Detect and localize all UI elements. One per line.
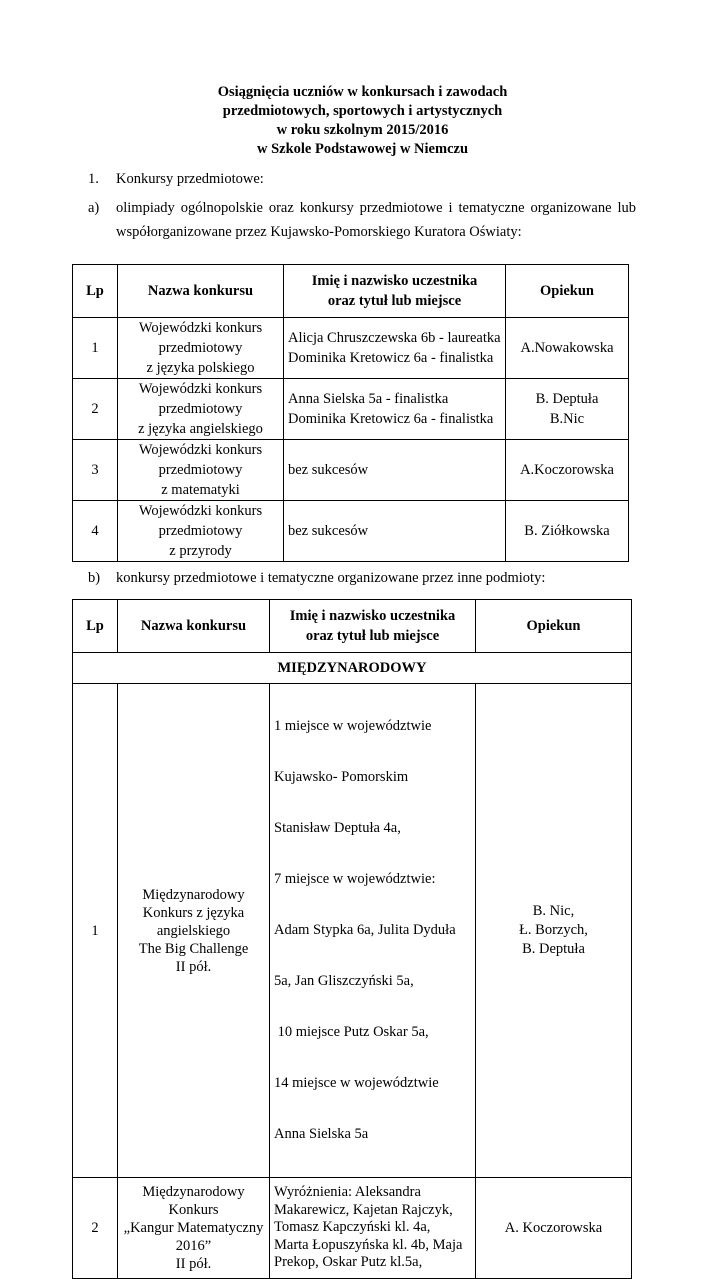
cell-participants	[284, 501, 506, 562]
cell-lp: 3	[73, 440, 118, 501]
contest-name-line: z przyrody	[169, 543, 232, 559]
guardian-line: B. Deptuła	[535, 391, 599, 407]
cell-participants	[284, 440, 506, 501]
header-participant-line: Imię i nazwisko uczestnika	[311, 273, 478, 289]
subsection-a-line2: współorganizowane przez Kujawsko-Pomorskiego Kuratora Oświaty:	[116, 224, 522, 240]
cell-participants	[284, 318, 506, 379]
cell-guardian	[506, 501, 629, 562]
contest-name-line: „Kangur Matematyczny	[123, 1220, 264, 1236]
cell-lp: 2	[73, 379, 118, 440]
contest-name-line: II pół.	[175, 958, 212, 975]
contest-name-line: przedmiotowy	[158, 523, 243, 539]
guardian-line: Ł. Borzych,	[519, 922, 588, 938]
cell-contest-name	[118, 501, 284, 562]
guardian-line: A.Koczorowska	[520, 462, 614, 478]
contest-name-line: Wojewódzki konkurs	[138, 442, 263, 458]
title-line: w roku szkolnym 2015/2016	[276, 122, 449, 138]
contest-name-line: przedmiotowy	[158, 340, 243, 356]
cell-lp: 1	[73, 684, 118, 1178]
cell-contest-name	[118, 1178, 270, 1279]
header-participant-line: oraz tytuł lub miejsce	[305, 628, 440, 644]
cell-guardian	[506, 379, 629, 440]
cell-participants	[270, 1178, 476, 1279]
cell-contest-name	[118, 684, 270, 1178]
participant-line: 5a, Jan Gliszczyński 5a,	[274, 973, 414, 989]
contest-name-line: z języka polskiego	[146, 360, 255, 376]
participant-line: 1 miejsce w województwie	[274, 718, 432, 734]
guardian-line: A. Koczorowska	[504, 1220, 603, 1236]
cell-contest-name	[118, 318, 284, 379]
header-guardian: Opiekun	[506, 265, 629, 318]
participant-line: 14 miejsce w województwie	[274, 1075, 439, 1091]
title-line: Osiągnięcia uczniów w konkursach i zawodach	[217, 84, 508, 100]
contest-name-line: z matematyki	[161, 482, 240, 498]
header-participant-line: Imię i nazwisko uczestnika	[289, 608, 456, 624]
subsection-letter: a)	[88, 200, 100, 216]
table-row	[73, 1178, 632, 1279]
contest-name-line: Międzynarodowy	[142, 886, 245, 903]
contest-name-line: z języka angielskiego	[138, 421, 263, 437]
header-lp: Lp	[73, 600, 118, 653]
cell-guardian	[476, 684, 632, 1178]
participant-line: 10 miejsce Putz Oskar 5a,	[274, 1024, 429, 1040]
contest-name-line: Konkurs z języka	[142, 904, 245, 921]
contest-name-line: The Big Challenge	[138, 940, 249, 957]
cell-guardian	[506, 440, 629, 501]
header-participant	[284, 265, 506, 318]
header-participant	[270, 600, 476, 653]
contest-name-line: Międzynarodowy	[142, 1184, 245, 1200]
cell-participants	[284, 379, 506, 440]
table-row	[73, 501, 629, 562]
header-participant-line: oraz tytuł lub miejsce	[327, 293, 462, 309]
subsection-b	[88, 568, 648, 589]
cell-lp: 2	[73, 1178, 118, 1279]
participant-line: Wyróżnienia: Aleksandra	[274, 1184, 421, 1201]
guardian-line: B. Deptuła	[522, 941, 585, 957]
table-row	[73, 318, 629, 379]
table-row	[73, 379, 629, 440]
cell-guardian	[476, 1178, 632, 1279]
title-line: w Szkole Podstawowej w Niemczu	[256, 141, 469, 157]
contest-name-line: angielskiego	[156, 922, 231, 939]
participant-line: Adam Stypka 6a, Julita Dyduła	[274, 922, 456, 938]
participant-line: Alicja Chruszczewska 6b - laureatka	[288, 330, 501, 346]
subsection-a-line1: olimpiady ogólnopolskie oraz konkursy przedmiotowe i tematyczne organizowane lub	[116, 200, 636, 216]
guardian-line: B.Nic	[549, 411, 585, 427]
participant-line: Anna Sielska 5a	[274, 1126, 369, 1142]
table-header-row	[73, 600, 632, 653]
section-label-international: MIĘDZYNARODOWY	[73, 653, 632, 684]
contest-name-line: Wojewódzki konkurs	[138, 381, 263, 397]
cell-lp: 1	[73, 318, 118, 379]
participant-line: Tomasz Kapczyński kl. 4a,	[274, 1219, 431, 1236]
header-name: Nazwa konkursu	[118, 265, 284, 318]
contest-name-line: Konkurs	[168, 1202, 219, 1218]
contest-name-line: Wojewódzki konkurs	[138, 320, 263, 336]
document-title	[0, 83, 725, 159]
table-header-row	[73, 265, 629, 318]
header-guardian: Opiekun	[476, 600, 632, 653]
cell-contest-name	[118, 440, 284, 501]
participant-line: Makarewicz, Kajetan Rajczyk,	[274, 1201, 453, 1218]
guardian-line: B. Ziółkowska	[524, 523, 610, 539]
header-name: Nazwa konkursu	[118, 600, 270, 653]
participant-line: Kujawsko- Pomorskim	[274, 769, 409, 785]
contest-name-line: Wojewódzki konkurs	[138, 503, 263, 519]
table-other-contests	[72, 599, 632, 1279]
participant-line: bez sukcesów	[288, 523, 369, 539]
participant-line: Dominika Kretowicz 6a - finalistka	[288, 350, 494, 366]
table-voivodeship-contests	[72, 264, 629, 562]
cell-participants	[270, 684, 476, 1178]
title-line: przedmiotowych, sportowych i artystycznych	[222, 103, 503, 119]
participant-line: Prekop, Oskar Putz kl.5a,	[274, 1254, 423, 1271]
header-lp: Lp	[73, 265, 118, 318]
table-row	[73, 684, 632, 1178]
section-1-heading	[88, 169, 648, 190]
participant-line: Stanisław Deptuła 4a,	[274, 820, 401, 836]
participant-line: Dominika Kretowicz 6a - finalistka	[288, 411, 494, 427]
subsection-a	[88, 198, 636, 242]
guardian-line: A.Nowakowska	[520, 340, 614, 356]
contest-name-line: przedmiotowy	[158, 401, 243, 417]
contest-name-line: II pół.	[175, 1256, 212, 1272]
cell-contest-name	[118, 379, 284, 440]
table-section-row	[73, 653, 632, 684]
cell-guardian	[506, 318, 629, 379]
participant-line: Marta Łopuszyńska kl. 4b, Maja	[274, 1236, 463, 1253]
participant-line: Anna Sielska 5a - finalistka	[288, 391, 449, 407]
participant-line: bez sukcesów	[288, 462, 369, 478]
subsection-letter: b)	[88, 570, 101, 586]
contest-name-line: przedmiotowy	[158, 462, 243, 478]
subsection-b-label: konkursy przedmiotowe i tematyczne organizowane przez inne podmioty:	[116, 570, 546, 586]
section-number: 1.	[88, 171, 99, 187]
guardian-line: B. Nic,	[532, 903, 575, 919]
contest-name-line: 2016”	[175, 1238, 212, 1254]
table-row	[73, 440, 629, 501]
section-label: Konkursy przedmiotowe:	[116, 171, 264, 187]
participant-line: 7 miejsce w województwie:	[274, 871, 436, 887]
cell-lp: 4	[73, 501, 118, 562]
